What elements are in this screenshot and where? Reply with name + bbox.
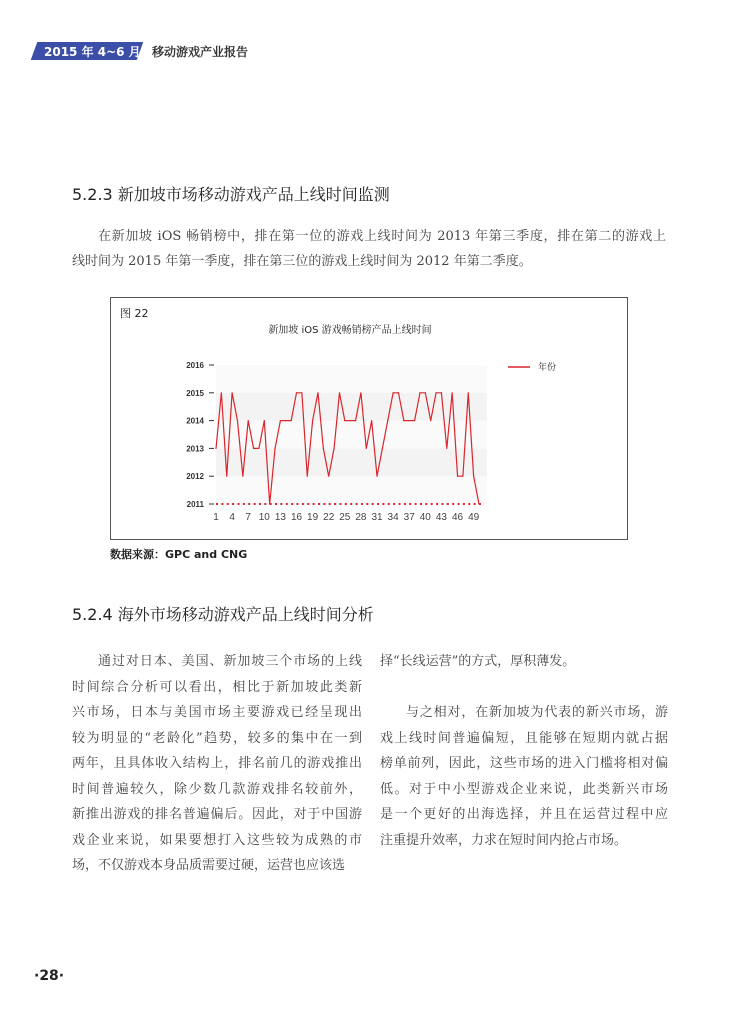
x-tick-label: 28 [355, 512, 367, 523]
x-tick-label: 4 [229, 512, 235, 523]
x-tick-label: 25 [339, 512, 351, 523]
legend-label: 年份 [538, 362, 557, 372]
x-tick-label: 13 [274, 512, 286, 523]
header-period: 2015 年 4~6 月 [44, 45, 141, 59]
y-tick-label: 2016 [186, 361, 204, 370]
paragraph-line: 在新加坡 iOS 畅销榜中，排在第一位的游戏上线时间为 2013 年第三季度，排在第二的游戏上 [98, 229, 666, 244]
paragraph-line: 是一个更好的出海选择，并且在运营过程中应 [380, 807, 668, 822]
paragraph-line: 榜单前列，因此，这些市场的进入门槛将相对偏 [380, 756, 668, 771]
x-tick-label: 16 [290, 512, 303, 523]
paragraph-line: 戏上线时间普遍偏短，且能够在短期内就占据 [380, 730, 668, 746]
paragraph-line: 低。对于中小型游戏企业来说，此类新兴市场 [380, 781, 668, 797]
y-tick-label: 2013 [186, 444, 204, 454]
y-tick-label: 2014 [186, 416, 204, 426]
paragraph-line: 择“长线运营”的方式，厚积薄发。 [380, 654, 576, 669]
paragraph-line: 时间综合分析可以看出，相比于新加坡此类新 [72, 679, 362, 695]
page-number: ·28· [34, 968, 65, 984]
y-tick-label: 2012 [186, 472, 204, 482]
paragraph-line: 新推出游戏的排名普遍偏后。因此，对于中国游 [72, 807, 362, 822]
x-tick-label: 34 [387, 512, 399, 523]
paragraph-line: 较为明显的“老龄化”趋势，较多的集中在一到 [72, 730, 362, 746]
section-title-5-2-3: 5.2.3 新加坡市场移动游戏产品上线时间监测 [72, 185, 390, 204]
figure-source: 数据来源：GPC and CNG [110, 548, 248, 561]
x-tick-label: 7 [245, 512, 251, 523]
y-tick-label: 2011 [186, 500, 204, 509]
x-tick-label: 37 [403, 512, 415, 523]
paragraph-line: 线时间为 2015 年第一季度，排在第三位的游戏上线时间为 2012 年第二季度。 [72, 254, 532, 269]
paragraph-line: 戏企业来说，如果要想打入这些较为成熟的市 [72, 832, 362, 848]
x-tick-label: 40 [419, 512, 431, 523]
chart-title: 新加坡 iOS 游戏畅销榜产品上线时间 [268, 325, 432, 336]
x-tick-label: 19 [307, 512, 319, 523]
section-title-5-2-4: 5.2.4 海外市场移动游戏产品上线时间分析 [72, 605, 374, 624]
paragraph-line: 兴市场，日本与美国市场主要游戏已经呈现出 [72, 705, 362, 720]
x-tick-label: 22 [323, 512, 335, 523]
figure-label: 图 22 [120, 307, 149, 320]
x-tick-label: 1 [213, 512, 219, 523]
paragraph-line: 时间普遍较久，除少数几款游戏排名较前外， [72, 781, 362, 797]
paragraph-line: 通过对日本、美国、新加坡三个市场的上线 [98, 654, 362, 669]
y-tick-label: 2015 [186, 388, 204, 398]
paragraph-line: 两年，且具体收入结构上，排名前几的游戏推出 [72, 756, 362, 771]
x-tick-label: 10 [258, 512, 270, 523]
paragraph-line: 注重提升效率，力求在短时间内抢占市场。 [380, 832, 628, 848]
x-tick-label: 49 [468, 512, 480, 523]
x-tick-label: 46 [451, 512, 464, 523]
header-report-title: 移动游戏产业报告 [152, 45, 249, 59]
paragraph-line: 与之相对，在新加坡为代表的新兴市场，游 [406, 705, 668, 720]
x-tick-label: 43 [435, 512, 447, 523]
paragraph-line: 场，不仅游戏本身品质需要过硬，运营也应该选 [72, 858, 346, 873]
x-tick-label: 31 [371, 512, 383, 523]
